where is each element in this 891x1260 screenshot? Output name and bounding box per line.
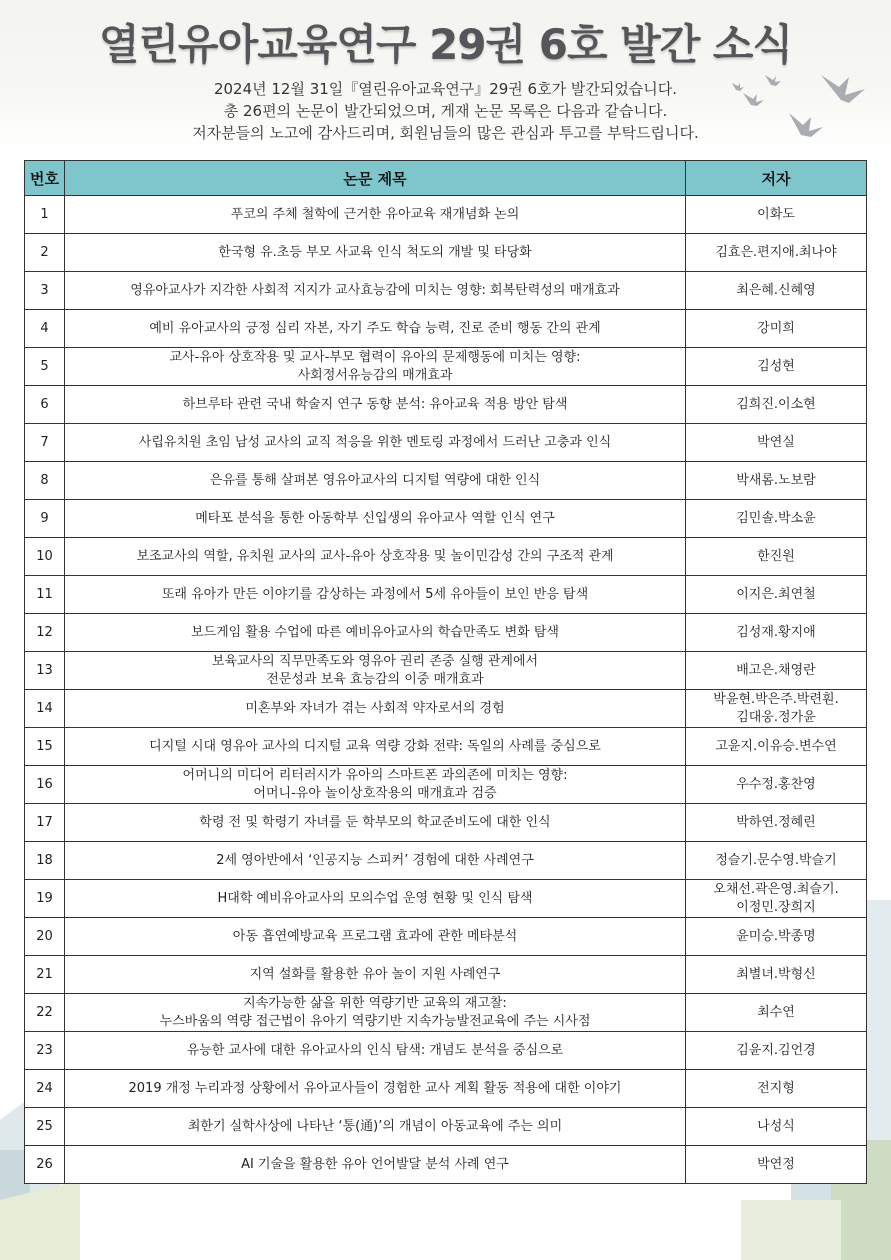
- paper-title: [65, 652, 686, 690]
- paper-author: [686, 766, 867, 804]
- paper-title-line: 전문성과 보육 효능감의 이중 매개효과: [266, 671, 484, 687]
- paper-author-line: 오채선.곽은영.최슬기.: [713, 881, 839, 897]
- paper-title: [65, 956, 686, 994]
- paper-number: 14: [25, 690, 65, 728]
- paper-author: [686, 576, 867, 614]
- paper-title: [65, 728, 686, 766]
- paper-number: 7: [25, 424, 65, 462]
- paper-author-line: 최별녀.박형신: [736, 966, 816, 982]
- paper-author: [686, 348, 867, 386]
- paper-number: 18: [25, 842, 65, 880]
- paper-number: 20: [25, 918, 65, 956]
- table-header-row: [25, 161, 867, 196]
- table-row: [25, 690, 867, 728]
- paper-number: 16: [25, 766, 65, 804]
- table-body: [25, 196, 867, 1184]
- paper-title: [65, 1108, 686, 1146]
- paper-author-line: 정슬기.문수영.박슬기: [715, 852, 837, 868]
- paper-author-line: 최수연: [757, 1004, 795, 1020]
- paper-author: [686, 728, 867, 766]
- paper-title-line: 지속가능한 삶을 위한 역량기반 교육의 재고찰:: [243, 995, 507, 1011]
- table-row: [25, 1146, 867, 1184]
- paper-title-line: 은유를 통해 살펴본 영유아교사의 디지털 역량에 대한 인식: [209, 472, 541, 488]
- paper-author-line: 김민솔.박소윤: [736, 510, 816, 526]
- paper-title-line: 아동 흡연예방교육 프로그램 효과에 관한 메타분석: [232, 928, 518, 944]
- paper-title: [65, 272, 686, 310]
- paper-title: [65, 234, 686, 272]
- paper-author: [686, 500, 867, 538]
- paper-title-line: 어머니의 미디어 리터러시가 유아의 스마트폰 과의존에 미치는 영향:: [182, 767, 568, 783]
- paper-number: 13: [25, 652, 65, 690]
- paper-author: [686, 272, 867, 310]
- paper-author: [686, 538, 867, 576]
- paper-author-line: 김대웅.정가윤: [736, 709, 816, 725]
- paper-author: [686, 1032, 867, 1070]
- paper-author-line: 박연정: [757, 1156, 795, 1172]
- paper-number: 9: [25, 500, 65, 538]
- paper-title-line: 메타포 분석을 통한 아동학부 신입생의 유아교사 역할 인식 연구: [195, 510, 555, 526]
- table-row: [25, 918, 867, 956]
- paper-title: [65, 310, 686, 348]
- paper-author-line: 박윤현.박은주.박련훤.: [713, 691, 839, 707]
- table-row: [25, 804, 867, 842]
- paper-title-line: 사회정서유능감의 매개효과: [297, 367, 453, 383]
- paper-title-line: 어머니-유아 놀이상호작용의 매개효과 검증: [253, 785, 497, 801]
- paper-author: [686, 918, 867, 956]
- table-row: [25, 538, 867, 576]
- paper-number: 23: [25, 1032, 65, 1070]
- intro-line: 2024년 12월 31일『열린유아교육연구』29권 6호가 발간되었습니다.: [213, 80, 678, 98]
- paper-number: 12: [25, 614, 65, 652]
- paper-author-line: 최은혜.신혜영: [736, 282, 816, 298]
- paper-author: [686, 1108, 867, 1146]
- paper-author-line: 전지형: [757, 1080, 795, 1096]
- paper-author-line: 윤미승.박종명: [736, 928, 816, 944]
- paper-title-line: 지역 설화를 활용한 유아 놀이 지원 사례연구: [249, 966, 501, 982]
- table-row: [25, 766, 867, 804]
- table-row: [25, 424, 867, 462]
- table-row: [25, 386, 867, 424]
- table-row: [25, 196, 867, 234]
- paper-title: [65, 880, 686, 918]
- paper-title-line: 푸코의 주체 철학에 근거한 유아교육 재개념화 논의: [230, 206, 520, 222]
- paper-author: [686, 196, 867, 234]
- paper-title-line: 학령 전 및 학령기 자녀를 둔 학부모의 학교준비도에 대한 인식: [199, 814, 551, 830]
- header-author: 저자: [686, 161, 867, 196]
- table-row: [25, 462, 867, 500]
- paper-number: 8: [25, 462, 65, 500]
- paper-author: [686, 690, 867, 728]
- paper-title-line: 한국형 유.초등 부모 사교육 인식 척도의 개발 및 타당화: [218, 244, 532, 260]
- paper-title: [65, 386, 686, 424]
- paper-number: 1: [25, 196, 65, 234]
- paper-title: [65, 690, 686, 728]
- paper-title-line: 디지털 시대 영유아 교사의 디지털 교육 역량 강화 전략: 독일의 사례를 중심으로: [149, 738, 601, 754]
- paper-title-line: 영유아교사가 지각한 사회적 지지가 교사효능감에 미치는 영향: 회복탄력성의 매개효과: [130, 282, 620, 298]
- paper-author: [686, 614, 867, 652]
- paper-number: 11: [25, 576, 65, 614]
- table-row: [25, 728, 867, 766]
- paper-number: 21: [25, 956, 65, 994]
- paper-number: 5: [25, 348, 65, 386]
- paper-number: 25: [25, 1108, 65, 1146]
- paper-author-line: 배고은.채영란: [736, 662, 816, 678]
- intro-line: 총 26편의 논문이 발간되었으며, 게재 논문 목록은 다음과 같습니다.: [223, 102, 668, 120]
- header-number: 번호: [25, 161, 65, 196]
- paper-title-line: 또래 유아가 만든 이야기를 감상하는 과정에서 5세 유아들이 보인 반응 탐색: [161, 586, 589, 602]
- paper-title: [65, 614, 686, 652]
- paper-author: [686, 994, 867, 1032]
- table-row: [25, 234, 867, 272]
- paper-title: [65, 1070, 686, 1108]
- table-row: [25, 576, 867, 614]
- paper-author-line: 나성식: [757, 1118, 795, 1134]
- table-row: [25, 994, 867, 1032]
- paper-number: 2: [25, 234, 65, 272]
- paper-author-line: 강미희: [757, 320, 795, 336]
- paper-author-line: 박하연.정혜린: [736, 814, 816, 830]
- table-row: [25, 310, 867, 348]
- table-row: [25, 956, 867, 994]
- paper-author: [686, 956, 867, 994]
- table-row: [25, 842, 867, 880]
- paper-author-line: 김성현: [757, 358, 795, 374]
- paper-title: [65, 424, 686, 462]
- paper-title-line: 보조교사의 역할, 유치원 교사의 교사-유아 상호작용 및 놀이민감성 간의 구조적 관계: [136, 548, 614, 564]
- paper-title: [65, 1146, 686, 1184]
- paper-title: [65, 348, 686, 386]
- table-row: [25, 614, 867, 652]
- paper-author: [686, 462, 867, 500]
- table-row: [25, 272, 867, 310]
- paper-author: [686, 386, 867, 424]
- paper-title-line: 하브루타 관련 국내 학술지 연구 동향 분석: 유아교육 적용 방안 탐색: [182, 396, 568, 412]
- paper-author: [686, 424, 867, 462]
- paper-title: [65, 576, 686, 614]
- paper-title: [65, 994, 686, 1032]
- paper-author-line: 박연실: [757, 434, 795, 450]
- paper-title-line: H대학 예비유아교사의 모의수업 운영 현황 및 인식 탐색: [217, 890, 533, 906]
- paper-author-line: 한진원: [757, 548, 795, 564]
- paper-title: [65, 500, 686, 538]
- paper-title: [65, 766, 686, 804]
- table-row: [25, 1070, 867, 1108]
- paper-author: [686, 804, 867, 842]
- paper-title-line: 보육교사의 직무만족도와 영유아 권리 존중 실행 관계에서: [211, 653, 539, 669]
- paper-list-table: [24, 160, 867, 1184]
- paper-title-line: 누스바움의 역량 접근법이 유아기 역량기반 지속가능발전교육에 주는 시사점: [159, 1013, 591, 1029]
- paper-title: [65, 462, 686, 500]
- paper-number: 17: [25, 804, 65, 842]
- paper-title: [65, 538, 686, 576]
- paper-author-line: 김희진.이소현: [736, 396, 816, 412]
- paper-number: 22: [25, 994, 65, 1032]
- paper-author: [686, 652, 867, 690]
- paper-author: [686, 310, 867, 348]
- paper-number: 15: [25, 728, 65, 766]
- table-row: [25, 348, 867, 386]
- paper-author-line: 이지은.최연철: [736, 586, 816, 602]
- intro-text: [0, 78, 891, 144]
- paper-author: [686, 1070, 867, 1108]
- paper-title: [65, 842, 686, 880]
- paper-title: [65, 804, 686, 842]
- paper-author-line: 김효은.편지애.최나야: [715, 244, 837, 260]
- paper-title: [65, 1032, 686, 1070]
- paper-title-line: 사립유치원 초임 남성 교사의 교직 적응을 위한 멘토링 과정에서 드러난 고충과 인식: [138, 434, 612, 450]
- intro-line: 저자분들의 노고에 감사드리며, 회원님들의 많은 관심과 투고를 부탁드립니다.: [192, 124, 699, 142]
- paper-title-line: 최한기 실학사상에 나타난 ‘통(通)’의 개념이 아동교육에 주는 의미: [187, 1118, 563, 1134]
- paper-title-line: 2세 영아반에서 ‘인공지능 스피커’ 경험에 대한 사례연구: [216, 852, 534, 868]
- paper-author-line: 이화도: [757, 206, 795, 222]
- paper-number: 4: [25, 310, 65, 348]
- table-row: [25, 652, 867, 690]
- paper-number: 19: [25, 880, 65, 918]
- paper-author-line: 김성재.황지애: [736, 624, 816, 640]
- paper-author-line: 고윤지.이유승.변수연: [715, 738, 837, 754]
- paper-author: [686, 880, 867, 918]
- paper-title: [65, 196, 686, 234]
- paper-title-line: 미혼부와 자녀가 겪는 사회적 약자로서의 경험: [245, 700, 505, 716]
- paper-author-line: 김윤지.김언경: [736, 1042, 816, 1058]
- paper-number: 26: [25, 1146, 65, 1184]
- paper-author: [686, 234, 867, 272]
- page-title: 열린유아교육연구 29권 6호 발간 소식: [98, 20, 793, 69]
- paper-author: [686, 1146, 867, 1184]
- paper-title: [65, 918, 686, 956]
- paper-number: 10: [25, 538, 65, 576]
- paper-title-line: 유능한 교사에 대한 유아교사의 인식 탐색: 개념도 분석을 중심으로: [186, 1042, 564, 1058]
- paper-author: [686, 842, 867, 880]
- table-row: [25, 500, 867, 538]
- paper-title-line: 2019 개정 누리과정 상황에서 유아교사들이 경험한 교사 계획 활동 적용에 대한 이야기: [128, 1080, 622, 1096]
- paper-number: 3: [25, 272, 65, 310]
- header-title: 논문 제목: [65, 161, 686, 196]
- paper-number: 6: [25, 386, 65, 424]
- paper-title-line: 교사-유아 상호작용 및 교사-부모 협력이 유아의 문제행동에 미치는 영향:: [169, 349, 581, 365]
- table-row: [25, 880, 867, 918]
- table-row: [25, 1108, 867, 1146]
- table-row: [25, 1032, 867, 1070]
- paper-author-line: 우수정.홍찬영: [736, 776, 816, 792]
- paper-author-line: 이정민.장희지: [736, 899, 816, 915]
- paper-number: 24: [25, 1070, 65, 1108]
- paper-title-line: 보드게임 활용 수업에 따른 예비유아교사의 학습만족도 변화 탐색: [191, 624, 559, 640]
- paper-author-line: 박새롬.노보람: [736, 472, 816, 488]
- paper-title-line: AI 기술을 활용한 유아 언어발달 분석 사례 연구: [241, 1156, 509, 1172]
- paper-title-line: 예비 유아교사의 긍정 심리 자본, 자기 주도 학습 능력, 진로 준비 행동 간의 관계: [149, 320, 601, 336]
